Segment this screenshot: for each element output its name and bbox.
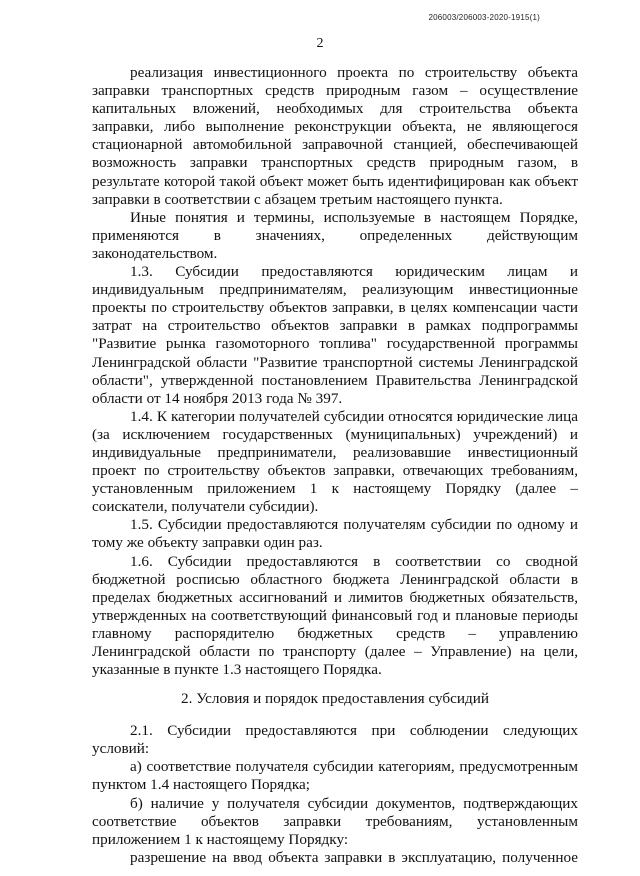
- paragraph-permit: разрешение на ввод объекта заправки в эксплуатацию, полученное: [130, 848, 578, 866]
- paragraph-2-1-b: б) наличие у получателя субсидии документов, подтверждающих соответствие объектов заправки требованиям, установленным приложением 1 к настоящему Порядку:: [92, 794, 578, 848]
- document-id: 206003/206003-2020-1915(1): [428, 13, 540, 22]
- paragraph-1-5: 1.5. Субсидии предоставляются получателям субсидии по одному и тому же объекту заправки один раз.: [92, 516, 578, 552]
- paragraph-1-6: 1.6. Субсидии предоставляются в соответствии со сводной бюджетной росписью областного бюджета Ленинградской области в пределах бюджетных ассигнований и лимитов бюджетных обязательств, утвержденных на соответствующий финансовый год и плановые периоды главному распорядителю бюджетных средств – управлению Ленинградской области по транспорту (далее – Управление) на цели, указанные в пункте 1.3 настоящего Порядка.: [92, 552, 578, 679]
- paragraph-1-4: 1.4. К категории получателей субсидии относятся юридические лица (за исключением государственных (муниципальных) учреждений) и индивидуальные предприниматели, реализовавшие инвестиционный проект по строительству объектов заправки, отвечающих требованиям, установленным приложением 1 к настоящему Порядку (далее – соискатели, получатели субсидии).: [92, 407, 578, 516]
- page-number: 2: [316, 36, 324, 51]
- section-heading: 2. Условия и порядок предоставления субсидий: [181, 690, 489, 708]
- paragraph-other-terms: Иные понятия и термины, используемые в настоящем Порядке, применяются в значениях, определенных действующим законодательством.: [92, 208, 578, 262]
- paragraph-2-1: 2.1. Субсидии предоставляются при соблюдении следующих условий:: [92, 722, 578, 758]
- paragraph-2-1-a: а) соответствие получателя субсидии категориям, предусмотренным пунктом 1.4 настоящего Порядка;: [92, 758, 578, 794]
- paragraph-1-3: 1.3. Субсидии предоставляются юридическим лицам и индивидуальным предпринимателям, реализующим инвестиционные проекты по строительству объектов заправки, в целях компенсации части затрат на строительство объектов заправки в рамках подпрограммы "Развитие рынка газомоторного топлива" государственной программы Ленинградской области "Развитие транспортной системы Ленинградской области", утвержденной постановлением Правительства Ленинградской области от 14 ноября 2013 года № 397.: [92, 263, 578, 407]
- paragraph-investment-definition: реализация инвестиционного проекта по строительству объекта заправки транспортных средств природным газом – осуществление капитальных вложений, необходимых для строительства объекта заправки, либо выполнение реконструкции объекта, не являющегося стационарной автомобильной заправочной станцией, обеспечивающей возможность заправки транспортных средств природным газом, в результате которой такой объект может быть идентифицирован как объект заправки в соответствии с абзацем третьим настоящего пункта.: [92, 64, 578, 208]
- document-body: [92, 64, 578, 867]
